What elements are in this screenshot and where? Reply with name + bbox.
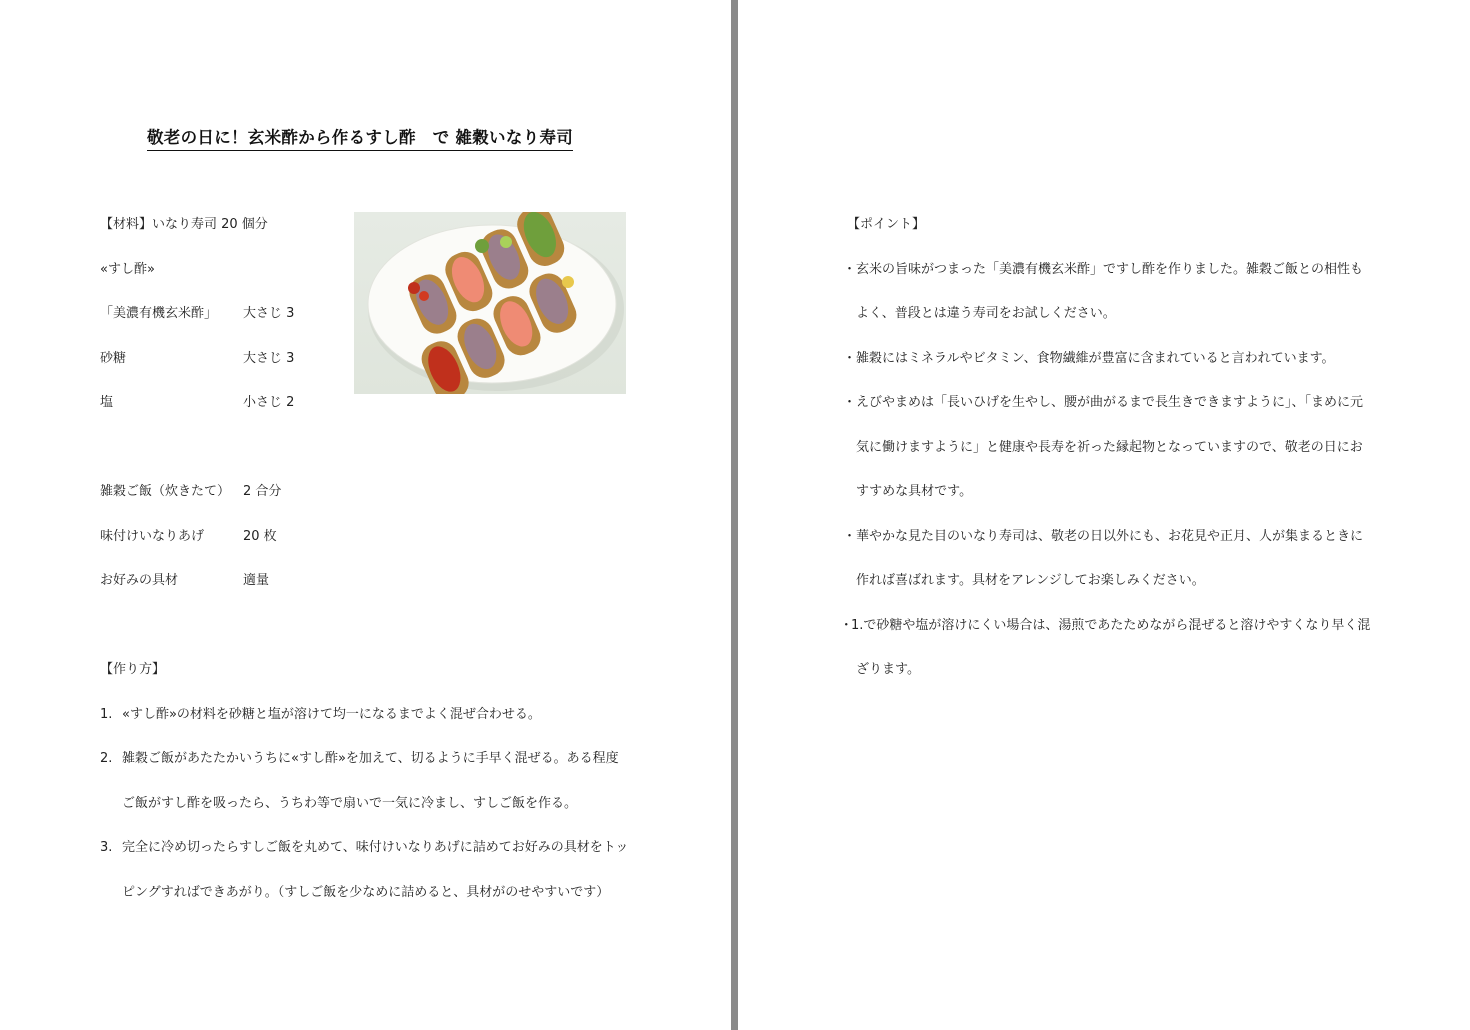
point-text: 1.で砂糖や塩が溶けにくい場合は、湯煎であたためながら混ぜると溶けやすくなり早く混 bbox=[851, 618, 1371, 633]
sushi-su-label: «すし酢» bbox=[100, 262, 155, 277]
ingredient-name: 塩 bbox=[100, 395, 114, 410]
ingredient-qty: 小さじ 2 bbox=[243, 395, 295, 410]
step-text: ピングすればできあがり。（すしご飯を少なめに詰めると、具材がのせやすいです） bbox=[122, 885, 610, 900]
ingredient-name: 砂糖 bbox=[100, 351, 127, 366]
page-divider bbox=[731, 0, 738, 1030]
ingredient-name: 味付けいなりあげ bbox=[100, 529, 205, 544]
inari-sushi-photo bbox=[354, 212, 626, 394]
point-bullet: ・ bbox=[843, 395, 857, 410]
point-text: 作れば喜ばれます。具材をアレンジしてお楽しみください。 bbox=[856, 573, 1205, 588]
point-text: よく、普段とは違う寿司をお試しください。 bbox=[856, 306, 1116, 321]
ingredient-qty: 20 枚 bbox=[243, 529, 277, 544]
ingredient-name: 「美濃有機玄米酢」 bbox=[100, 306, 218, 321]
ingredient-qty: 大さじ 3 bbox=[243, 306, 295, 321]
method-header: 【作り方】 bbox=[100, 662, 166, 677]
point-text: すすめな具材です。 bbox=[856, 484, 973, 499]
point-bullet: ・ bbox=[843, 262, 857, 277]
point-bullet: ・ bbox=[843, 351, 857, 366]
inari-sushi-illustration bbox=[354, 212, 626, 394]
points-header: 【ポイント】 bbox=[847, 217, 926, 232]
point-text: 気に働けますように」と健康や長寿を祈った縁起物となっていますので、敬老の日にお bbox=[856, 440, 1363, 455]
ingredient-qty: 大さじ 3 bbox=[243, 351, 295, 366]
ingredient-qty: 2 合分 bbox=[243, 484, 282, 499]
point-text: ざります。 bbox=[856, 662, 920, 677]
ingredient-qty: 適量 bbox=[243, 573, 270, 588]
right-page bbox=[738, 0, 1470, 1030]
step-number: 3. bbox=[100, 840, 113, 855]
point-text: 雑穀にはミネラルやビタミン、食物繊維が豊富に含まれていると言われています。 bbox=[856, 351, 1335, 366]
ingredient-name: お好みの具材 bbox=[100, 573, 179, 588]
point-text: えびやまめは「長いひげを生やし、腰が曲がるまで長生きできますように」、「まめに元 bbox=[856, 395, 1364, 410]
point-text: 華やかな見た目のいなり寿司は、敬老の日以外にも、お花見や正月、人が集まるときに bbox=[856, 529, 1364, 544]
document-title: 敬老の日に！玄米酢から作るすし酢 で 雑穀いなり寿司 bbox=[147, 124, 573, 151]
step-text: 雑穀ご飯があたたかいうちに«すし酢»を加えて、切るように手早く混ぜる。ある程度 bbox=[122, 751, 619, 766]
materials-header: 【材料】いなり寿司 20 個分 bbox=[100, 217, 268, 232]
step-number: 1. bbox=[100, 707, 113, 722]
step-number: 2. bbox=[100, 751, 113, 766]
point-bullet: ・ bbox=[843, 529, 857, 544]
point-bullet: ･ bbox=[843, 618, 850, 633]
point-text: 玄米の旨味がつまった「美濃有機玄米酢」ですし酢を作りました。雑穀ご飯との相性も bbox=[856, 262, 1364, 277]
ingredient-name: 雑穀ご飯（炊きたて） bbox=[100, 484, 231, 499]
step-text: ご飯がすし酢を吸ったら、うちわ等で扇いで一気に冷まし、すしご飯を作る。 bbox=[122, 796, 578, 811]
step-text: «すし酢»の材料を砂糖と塩が溶けて均一になるまでよく混ぜ合わせる。 bbox=[122, 707, 541, 722]
step-text: 完全に冷め切ったらすしご飯を丸めて、味付けいなりあげに詰めてお好みの具材をトッ bbox=[122, 840, 629, 855]
left-page bbox=[0, 0, 731, 1030]
